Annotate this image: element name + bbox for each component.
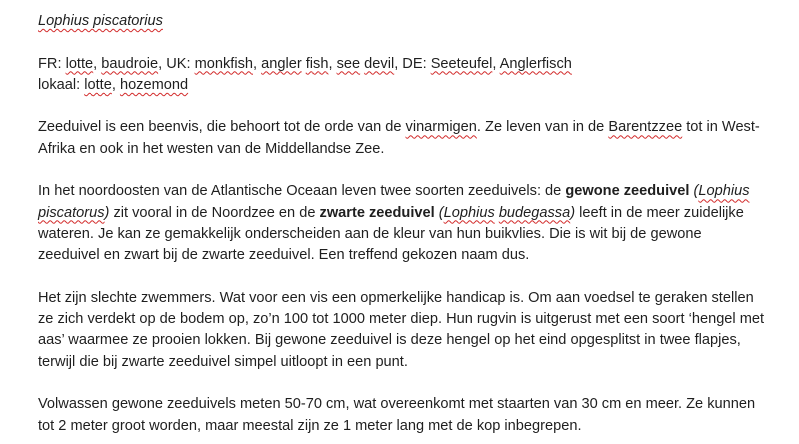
spacer — [38, 160, 765, 181]
flagged-word: baudroie — [101, 55, 159, 72]
text-run: , UK: — [158, 55, 195, 72]
paragraph-1 — [38, 117, 765, 160]
flagged-italic-word: budegassa — [498, 204, 571, 221]
spacer — [38, 32, 765, 53]
flagged-word: Seeteufel — [430, 55, 493, 72]
text-run: tot in West-Afrika en ook in het westen van de Middellandse Zee. — [38, 119, 760, 157]
flagged-word: see — [336, 55, 361, 72]
spacer — [38, 267, 765, 288]
names-line-2 — [38, 75, 765, 96]
text-run: , — [492, 55, 500, 72]
flagged-word: devil — [364, 55, 395, 72]
text-run: , DE: — [394, 55, 431, 72]
document-title — [38, 11, 765, 32]
italic-run: ) — [104, 204, 110, 221]
text-run: , — [111, 76, 120, 93]
text-run: zit vooral in de Noordzee en de — [109, 204, 320, 221]
italic-run: ( — [689, 183, 699, 200]
bold-term: gewone zeeduivel — [565, 183, 690, 200]
flagged-word: vinarmigen — [405, 119, 477, 136]
text-run: , — [93, 55, 102, 72]
flagged-word: Anglerfisch — [499, 55, 572, 72]
flagged-italic-word: Lophius — [443, 204, 495, 221]
bold-term: zwarte zeeduivel — [319, 204, 435, 221]
text-run: , — [328, 55, 337, 72]
text-run: Zeeduivel is een beenvis, die behoort tot de orde van de — [38, 119, 406, 136]
text-run: . Ze leven van in de — [476, 119, 609, 136]
flagged-word: monkfish — [194, 55, 253, 72]
flagged-word: hozemond — [119, 76, 189, 93]
text-run: FR: — [38, 55, 66, 72]
title-text: Lophius piscatorius — [38, 13, 163, 29]
text-run: In het noordoosten van de Atlantische Oceaan leven twee soorten zeeduivels: de — [38, 183, 566, 200]
flagged-word: Barentzzee — [608, 119, 683, 136]
names-line-1 — [38, 54, 765, 75]
italic-run: ) — [570, 204, 576, 221]
text-run: , — [253, 55, 262, 72]
paragraph-2 — [38, 181, 765, 266]
spacer — [38, 96, 765, 117]
flagged-word: lotte — [84, 76, 112, 93]
italic-run: ( — [434, 204, 444, 221]
text-run: leeft in de meer zuidelijke wateren. Je kan ze gemakkelijk onderscheiden aan de kleur van hun buikvlies. Die is wit bij de gewone zeeduivel en zwart bij de zwarte zeeduivel. Een treffend gekozen naam dus. — [38, 204, 744, 264]
flagged-italic-word: Lophius piscatorus — [38, 183, 750, 221]
paragraph-3: Het zijn slechte zwemmers. Wat voor een vis een opmerkelijke handicap is. Om aan voedsel te geraken stellen ze zich verdekt op de bodem op, zo’n 100 tot 1000 meter diep. Hun rugvin is uitgerust met een soort ‘hengel met aas’ waarmee ze prooien lokken. Bij gewone zeeduivel is deze hengel op het eind opgesplitst in twee flapjes, terwijl die bij zwarte zeeduivel simpel uitloopt in een punt. — [38, 289, 765, 370]
flagged-word: fish — [305, 55, 329, 72]
flagged-word: angler — [261, 55, 302, 72]
flagged-word: lotte — [65, 55, 94, 72]
spacer — [38, 373, 765, 394]
text-run: lokaal: — [38, 76, 85, 93]
paragraph-4: Volwassen gewone zeeduivels meten 50-70 cm, wat overeenkomt met staarten van 30 cm en meer. Ze kunnen tot 2 meter groot worden, maar meestal zijn ze 1 meter lang met de kop inbegrepen. — [38, 396, 756, 434]
